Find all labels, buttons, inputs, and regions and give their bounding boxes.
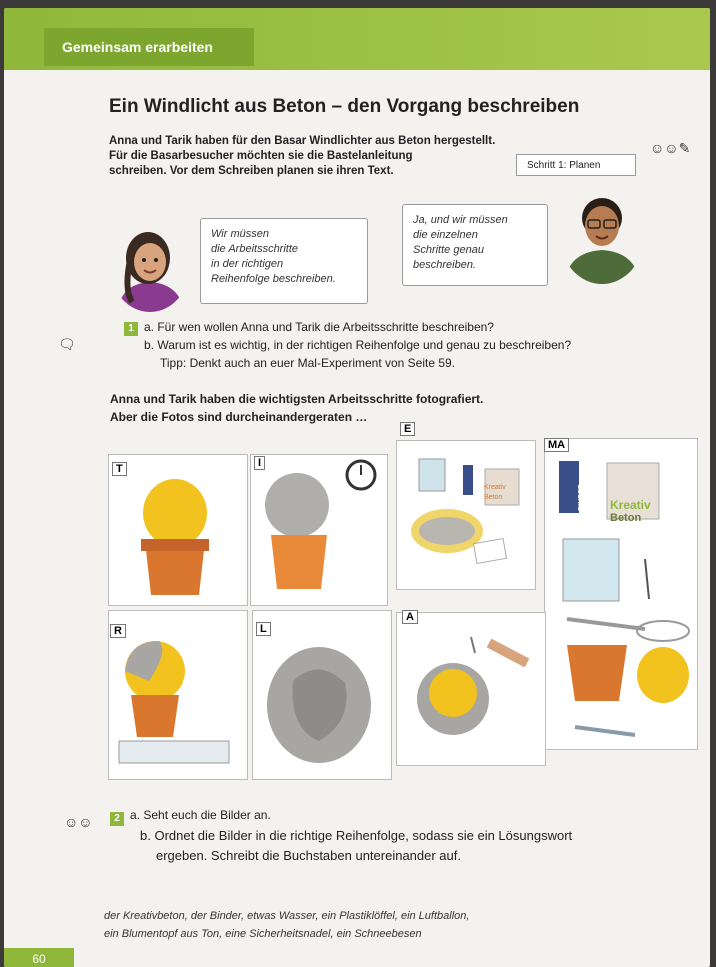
textbook-page xyxy=(4,8,710,967)
task-number-1: 1 xyxy=(124,322,138,336)
task2-step-b-line1: b. Ordnet die Bilder in die richtige Reihenfolge, sodass sie ein Lösungswort xyxy=(140,828,573,843)
tarik-avatar xyxy=(560,188,644,284)
photo-panel-i xyxy=(250,454,388,606)
label-t: T xyxy=(112,462,127,476)
label-a: A xyxy=(402,610,418,624)
photo-panel-l xyxy=(252,610,392,780)
photos-intro-1: Anna und Tarik haben die wichtigsten Arbeitsschritte fotografiert. xyxy=(110,392,484,406)
label-r: R xyxy=(110,624,126,638)
photo-panel-e xyxy=(396,440,536,590)
photos-intro-2: Aber die Fotos sind durcheinandergeraten … xyxy=(110,410,368,424)
task2-step-b-line2: ergeben. Schreibt die Buchstaben untereinander auf. xyxy=(156,848,461,863)
task1-tip: Tipp: Denkt auch an euer Mal-Experiment von Seite 59. xyxy=(160,356,456,370)
materials-list-line1: der Kreativbeton, der Binder, etwas Wasser, ein Plastiklöffel, ein Luftballon, xyxy=(104,910,470,922)
balloon-in-pot-illustration xyxy=(109,455,247,605)
mixing-bowl-illustration xyxy=(397,441,535,589)
step-box: Schritt 1: Planen xyxy=(516,154,636,176)
speech-icon: 🗨 xyxy=(58,336,76,352)
section-tab: Gemeinsam erarbeiten xyxy=(44,28,254,66)
small-kreativ-label: Kreativ xyxy=(484,484,506,491)
materials-list-line2: ein Blumentopf aus Ton, eine Sicherheitsnadel, ein Schneebesen xyxy=(104,928,422,940)
task1-question-a: a. Für wen wollen Anna und Tarik die Arbeitsschritte beschreiben? xyxy=(144,320,494,334)
page-title: Ein Windlicht aus Beton – den Vorgang beschreiben xyxy=(109,96,580,117)
concrete-balloon-illustration xyxy=(251,455,387,605)
intro-text: Anna und Tarik haben für den Basar Windlichter aus Beton hergestellt. Für die Basarbesucher möchten sie die Bastelanleitung schreiben. Vor dem Schreiben planen sie ihren Text. xyxy=(109,135,496,177)
materials-illustration xyxy=(545,439,697,749)
photo-panel-t xyxy=(108,454,248,606)
task-number-2: 2 xyxy=(110,812,124,826)
photo-panel-ma xyxy=(544,438,698,750)
task1-question-b: b. Warum ist es wichtig, in der richtigen Reihenfolge und genau zu beschreiben? xyxy=(144,338,572,352)
task2-step-a: a. Seht euch die Bilder an. xyxy=(130,808,271,822)
label-ma: MA xyxy=(544,438,569,452)
photo-panel-r xyxy=(108,610,248,780)
label-i: I xyxy=(254,456,265,470)
binder-label: BINDER xyxy=(577,484,585,511)
small-beton-label: Beton xyxy=(484,494,503,501)
label-l: L xyxy=(256,622,271,636)
beton-label: Beton xyxy=(610,512,642,524)
spreading-concrete-illustration xyxy=(109,611,247,779)
group-icon: ☺☺ xyxy=(64,814,93,830)
page-number: 60 xyxy=(4,948,74,967)
label-e: E xyxy=(400,422,415,436)
concrete-bowl-illustration xyxy=(253,611,391,779)
group-work-icon: ☺☺✎ xyxy=(650,140,691,156)
popping-balloon-illustration xyxy=(397,613,545,765)
kreativ-label: Kreativ xyxy=(610,498,651,512)
photo-panel-a xyxy=(396,612,546,766)
anna-avatar xyxy=(110,220,190,312)
speech-bubble-anna: Wir müssen die Arbeitsschritte in der richtigen Reihenfolge beschreiben. xyxy=(200,218,368,304)
speech-bubble-tarik: Ja, und wir müssen die einzelnen Schritte genau beschreiben. xyxy=(402,204,548,286)
